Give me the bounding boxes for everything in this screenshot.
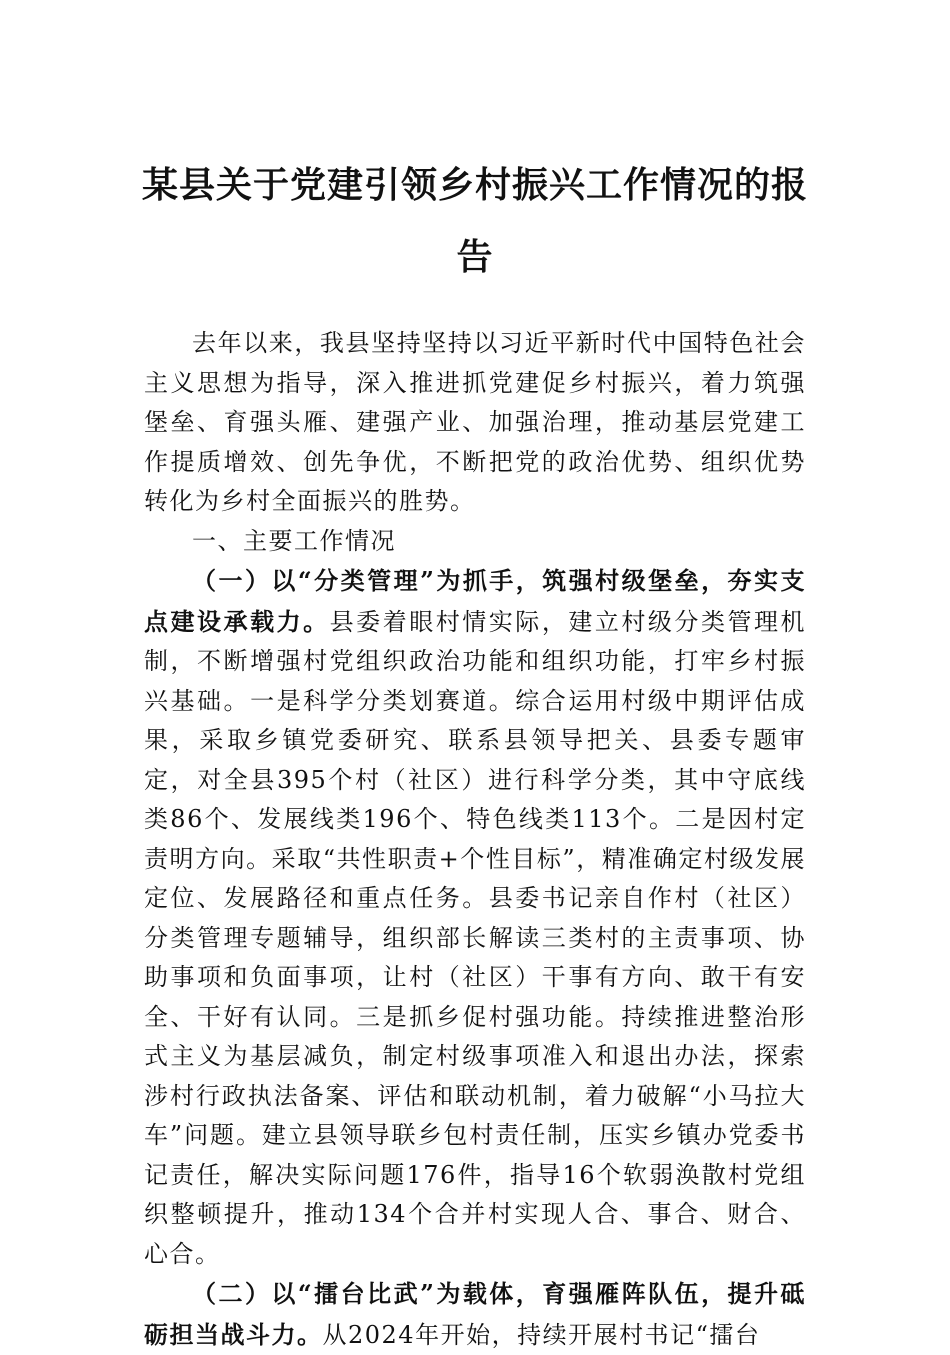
subsection-1-paragraph [144,561,806,1274]
section-heading: 一、主要工作情况 [192,526,396,555]
document-title: 某县关于党建引领乡村振兴工作情况的报告 [141,165,808,278]
subsection-1-body: 县委着眼村情实际，建立村级分类管理机制，不断增强村党组织政治功能和组织功能，打牢乡村振兴基础。一是科学分类划赛道。综合运用村级中期评估成果，采取乡镇党委研究、联系县领导把关、县委专题审定，对全县395个村（社区）进行科学分类，其中守底线类86个、发展线类196个、特色线类113个。二是因村定责明方向。采取“共性职责+个性目标”，精准确定村级发展定位、发展路径和重点任务。县委书记亲自作村（社区）分类管理专题辅导，组织部长解读三类村的主责事项、协助事项和负面事项，让村（社区）干事有方向、敢干有安全、干好有认同。三是抓乡促村强功能。持续推进整治形式主义为基层减负，制定村级事项准入和退出办法，探索涉村行政执法备案、评估和联动机制，着力破解“小马拉大车”问题。建立县领导联乡包村责任制，压实乡镇办党委书记责任，解决实际问题176件，指导16个软弱涣散村党组织整顿提升，推动134个合并村实现人合、事合、财合、心合。 [144,607,807,1268]
subsection-2-lead: （二）以“擂台比武”为载体，育强雁阵队伍，提升砥砺担当战斗力。 [144,1279,806,1349]
intro-paragraph: 去年以来，我县坚持坚持以习近平新时代中国特色社会主义思想为指导，深入推进抓党建促乡村振兴，着力筑强堡垒、育强头雁、建强产业、加强治理，推动基层党建工作提质增效、创先争优，不断把党的政治优势、组织优势转化为乡村全面振兴的胜势。 [144,329,806,515]
subsection-2-paragraph [144,1274,806,1355]
subsection-2-body: 从2024年开始，持续开展村书记“擂台 [322,1320,761,1349]
document-body [144,324,806,1355]
subsection-1-lead: （一）以“分类管理”为抓手，筑强村级堡垒，夯实支点建设承载力。 [144,566,806,636]
